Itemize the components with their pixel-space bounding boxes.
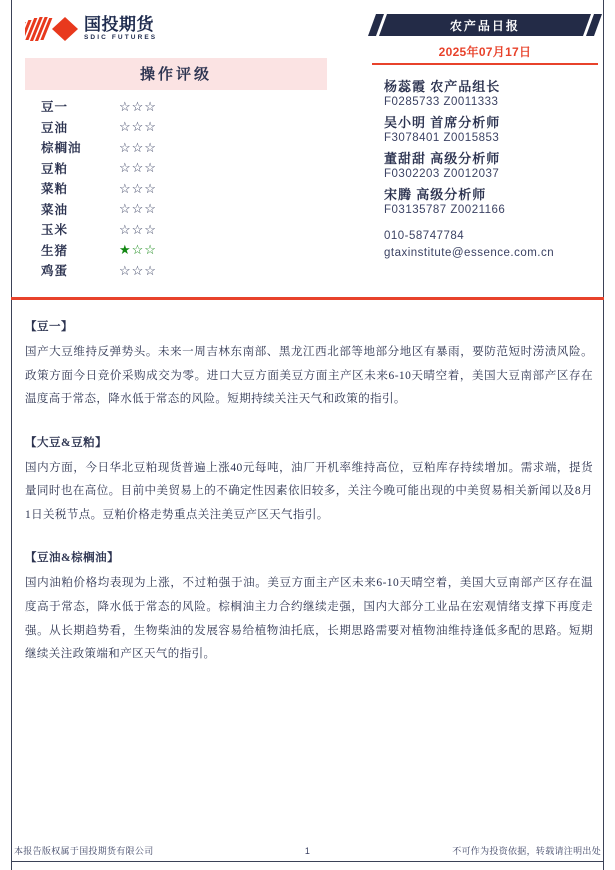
analyst-entry: [384, 112, 598, 144]
footer-copyright: 本报告版权属于国投期货有限公司: [14, 846, 154, 856]
operation-rating-title: 操作评级: [25, 58, 327, 90]
footer-page-number: 1: [304, 845, 311, 856]
rating-commodity-name: 菜粕: [41, 182, 69, 197]
rating-commodity-name: 玉米: [41, 223, 69, 238]
rating-stars: ☆☆☆: [119, 160, 157, 176]
contact-phone: 010-58747784: [384, 229, 465, 242]
section-doua: [25, 318, 593, 412]
rating-commodity-name: 豆粕: [41, 161, 69, 176]
logo-english-name: SDIC FUTURES: [84, 34, 158, 42]
sdic-logo-mark-icon: [25, 16, 79, 42]
rating-commodity-name: 豆油: [41, 120, 69, 135]
rating-stars: ★☆☆: [119, 242, 157, 258]
contact-block: [372, 230, 598, 259]
rating-stars: ☆☆☆: [119, 139, 157, 155]
logo-glyph-icon: [25, 16, 79, 42]
rating-commodity-name: 菜油: [41, 202, 69, 217]
section-soybean-palm-oil: [25, 549, 593, 666]
header-divider-rule: [11, 297, 604, 300]
rating-row: [41, 178, 327, 199]
operation-rating-list: [25, 96, 327, 281]
rating-row: [41, 240, 327, 261]
rating-row: [41, 117, 327, 138]
analyst-name: 吴小明 首席分析师: [384, 114, 501, 130]
page-frame-bottom-border: [11, 861, 604, 862]
report-date-underline: [372, 63, 598, 65]
report-title-banner: [372, 14, 598, 36]
analyst-entry: [384, 76, 598, 108]
company-logo: [25, 14, 157, 44]
rating-commodity-name: 棕榈油: [41, 141, 82, 156]
report-footer: [14, 844, 601, 857]
analyst-license-code: F0302203 Z0012037: [384, 167, 500, 180]
rating-row: [41, 158, 327, 179]
rating-row: [41, 199, 327, 220]
rating-commodity-name: 生猪: [41, 243, 69, 258]
section-paragraph: 国内油粕价格均表现为上涨，不过粕强于油。美豆方面主产区未来6-10天晴空着，美国大豆南部产区存在温度高于常态，降水低于常态的风险。棕榈油主力合约继续走强，国内大部分工业品在宏观情绪支撑下再度走强。从长期趋势看，生物柴油的发展容易给植物油托底，长期思路需要对植物油维持逢低多配的思路。短期继续关注政策端和产区天气的指引。: [25, 577, 593, 661]
rating-row: [41, 219, 327, 240]
analyst-name: 董甜甜 高级分析师: [384, 150, 501, 166]
analyst-list: [372, 76, 598, 216]
report-header: [11, 0, 604, 297]
report-title: 农产品日报: [449, 18, 520, 33]
logo-wordmark: [84, 16, 157, 42]
section-heading: 【豆油&棕榈油】: [25, 552, 120, 565]
analyst-name: 杨蕊霞 农产品组长: [384, 78, 501, 94]
logo-chinese-name: 国投期货: [84, 15, 154, 35]
section-paragraph: 国内方面，今日华北豆粕现货普遍上涨40元每吨，油厂开机率维持高位，豆粕库存持续增加。需求端，提货量同时也在高位。目前中美贸易上的不确定性因素依旧较多，关注今晚可能出现的中美贸易相关新闻以及8月1日关税节点。豆粕价格走势重点关注美豆产区天气指引。: [25, 461, 593, 521]
operation-rating-card: [25, 58, 327, 281]
rating-row: [41, 96, 327, 117]
report-meta-column: [372, 14, 598, 264]
rating-row: [41, 260, 327, 281]
analyst-entry: [384, 148, 598, 180]
rating-commodity-name: 鸡蛋: [41, 264, 69, 279]
rating-stars: ☆☆☆: [119, 262, 157, 278]
rating-stars: ☆☆☆: [119, 221, 157, 237]
report-body: [25, 318, 593, 689]
rating-stars: ☆☆☆: [119, 98, 157, 114]
report-date: 2025年07月17日: [438, 45, 532, 59]
footer-disclaimer: 不可作为投资依据，转载请注明出处: [452, 846, 601, 856]
rating-commodity-name: 豆一: [41, 100, 69, 115]
banner-body: [379, 14, 591, 36]
analyst-license-code: F0285733 Z0011333: [384, 95, 499, 108]
rating-stars: ☆☆☆: [119, 201, 157, 217]
section-heading: 【豆一】: [25, 321, 73, 333]
rating-stars: ☆☆☆: [119, 119, 157, 135]
analyst-entry: [384, 184, 598, 216]
rating-stars: ☆☆☆: [119, 180, 157, 196]
analyst-name: 宋腾 高级分析师: [384, 186, 487, 202]
section-paragraph: 国产大豆维持反弹势头。未来一周吉林东南部、黑龙江西北部等地部分地区有暴雨，要防范短时涝渍风险。政策方面今日竞价采购成交为零。进口大豆方面美豆方面主产区未来6-10天晴空着，美国大豆南部产区存在温度高于常态，降水低于常态的风险。短期持续关注天气和政策的指引。: [25, 346, 593, 406]
analyst-license-code: F03135787 Z0021166: [384, 203, 506, 216]
analyst-license-code: F3078401 Z0015853: [384, 131, 500, 144]
rating-row: [41, 137, 327, 158]
section-soybean-meal: [25, 434, 593, 528]
contact-email[interactable]: gtaxinstitute@essence.com.cn: [384, 246, 555, 259]
section-heading: 【大豆&豆粕】: [25, 436, 108, 449]
